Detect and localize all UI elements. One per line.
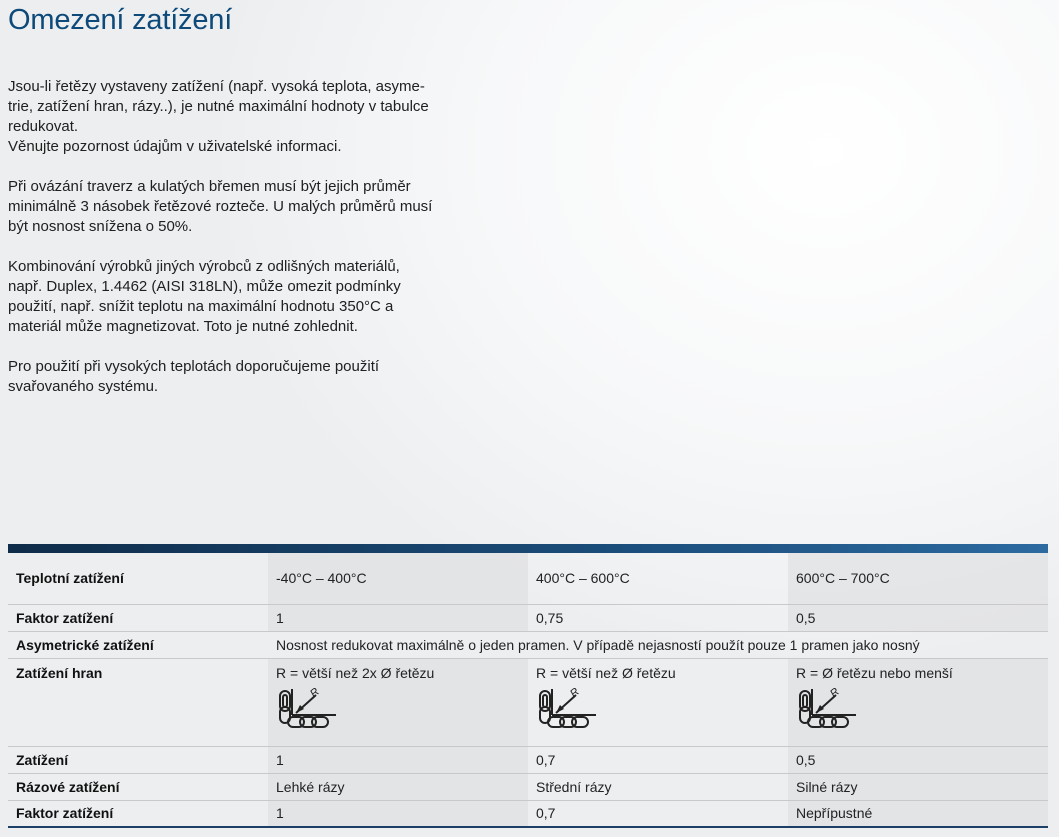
edge-text: R = větší než 2x Ø řetězu xyxy=(276,664,435,681)
table-row-temperature xyxy=(8,553,1048,604)
row-label: Faktor zatížení xyxy=(8,800,268,827)
intro-text xyxy=(8,77,508,397)
p3-line-3: použití, např. snížit teplotu na maximální hodnotu 350°C a xyxy=(8,298,394,315)
chain-over-edge-icon xyxy=(276,685,340,735)
table-cell: -40°C – 400°C xyxy=(268,553,528,604)
table-cell: 1 xyxy=(268,800,528,827)
reduction-table xyxy=(8,553,1048,828)
svg-text:R: R xyxy=(307,685,322,700)
table-cell: Nepřípustné xyxy=(788,800,1048,827)
p1-line-3: redukovat. xyxy=(8,118,79,135)
p3-line-2: např. Duplex, 1.4462 (AISI 318LN), může omezit podmínky xyxy=(8,278,401,295)
table-cell: Silné rázy xyxy=(788,773,1048,800)
row-label: Faktor zatížení xyxy=(8,604,268,631)
paragraph-1 xyxy=(8,77,508,157)
p2-line-3: být nosnost snížena o 50%. xyxy=(8,218,193,235)
p2-line-2: minimálně 3 násobek řetězové rozteče. U malých průměrů musí xyxy=(8,198,433,215)
table-cell: 0,7 xyxy=(528,746,788,773)
table-cell: Střední rázy xyxy=(528,773,788,800)
p4-line-2: svařovaného systému. xyxy=(8,378,159,395)
table-row-shock xyxy=(8,773,1048,800)
row-label: Teplotní zatížení xyxy=(8,553,268,604)
table-cell: 600°C – 700°C xyxy=(788,553,1048,604)
table-cell: 0,5 xyxy=(788,604,1048,631)
p1-line-2: trie, zatížení hran, rázy..), je nutné maximální hodnoty v tabulce xyxy=(8,98,429,115)
row-label: Zatížení xyxy=(8,746,268,773)
edge-text: R = větší než Ø řetězu xyxy=(536,664,676,681)
row-label: Asymetrické zatížení xyxy=(8,631,268,658)
table-cell: 400°C – 600°C xyxy=(528,553,788,604)
chain-over-edge-icon xyxy=(536,685,600,735)
row-label: Zatížení hran xyxy=(8,658,268,746)
paragraph-4 xyxy=(8,357,508,397)
table-cell-edge-2 xyxy=(528,658,788,746)
table-cell: 1 xyxy=(268,746,528,773)
table-row-edge xyxy=(8,658,1048,746)
edge-text: R = Ø řetězu nebo menší xyxy=(796,664,953,681)
table-row-temperature-factor xyxy=(8,604,1048,631)
table-cell: 0,75 xyxy=(528,604,788,631)
p3-line-1: Kombinování výrobků jiných výrobců z odlišných materiálů, xyxy=(8,258,400,275)
chain-over-edge-icon xyxy=(796,685,860,735)
table-row-shock-factor xyxy=(8,800,1048,827)
table-row-asymmetric xyxy=(8,631,1048,658)
table-cell: 0,5 xyxy=(788,746,1048,773)
svg-text:R: R xyxy=(827,685,842,700)
p1-line-4: Věnujte pozornost údajům v uživatelské informaci. xyxy=(8,138,342,155)
table-cell: 1 xyxy=(268,604,528,631)
table-cell: 0,7 xyxy=(528,800,788,827)
svg-text:R: R xyxy=(567,685,582,700)
table-header-bar xyxy=(8,544,1048,553)
p3-line-4: materiál může magnetizovat. Toto je nutné zohlednit. xyxy=(8,318,358,335)
table-cell-edge-1 xyxy=(268,658,528,746)
p2-line-1: Při ovázání traverz a kulatých břemen musí být jejich průměr xyxy=(8,178,411,195)
paragraph-3 xyxy=(8,257,508,337)
table-row-edge-factor xyxy=(8,746,1048,773)
load-reduction-table xyxy=(8,544,1048,828)
table-cell-edge-3 xyxy=(788,658,1048,746)
table-cell: Lehké rázy xyxy=(268,773,528,800)
p4-line-1: Pro použití při vysokých teplotách doporučujeme použití xyxy=(8,358,380,375)
row-label: Rázové zatížení xyxy=(8,773,268,800)
page-title: Omezení zatížení xyxy=(8,4,233,36)
p1-line-1: Jsou-li řetězy vystaveny zatížení (např. vysoká teplota, asyme- xyxy=(8,78,425,95)
paragraph-2 xyxy=(8,177,508,237)
table-cell-span: Nosnost redukovat maximálně o jeden pramen. V případě nejasností použít pouze 1 pramen jako nosný xyxy=(268,631,1048,658)
